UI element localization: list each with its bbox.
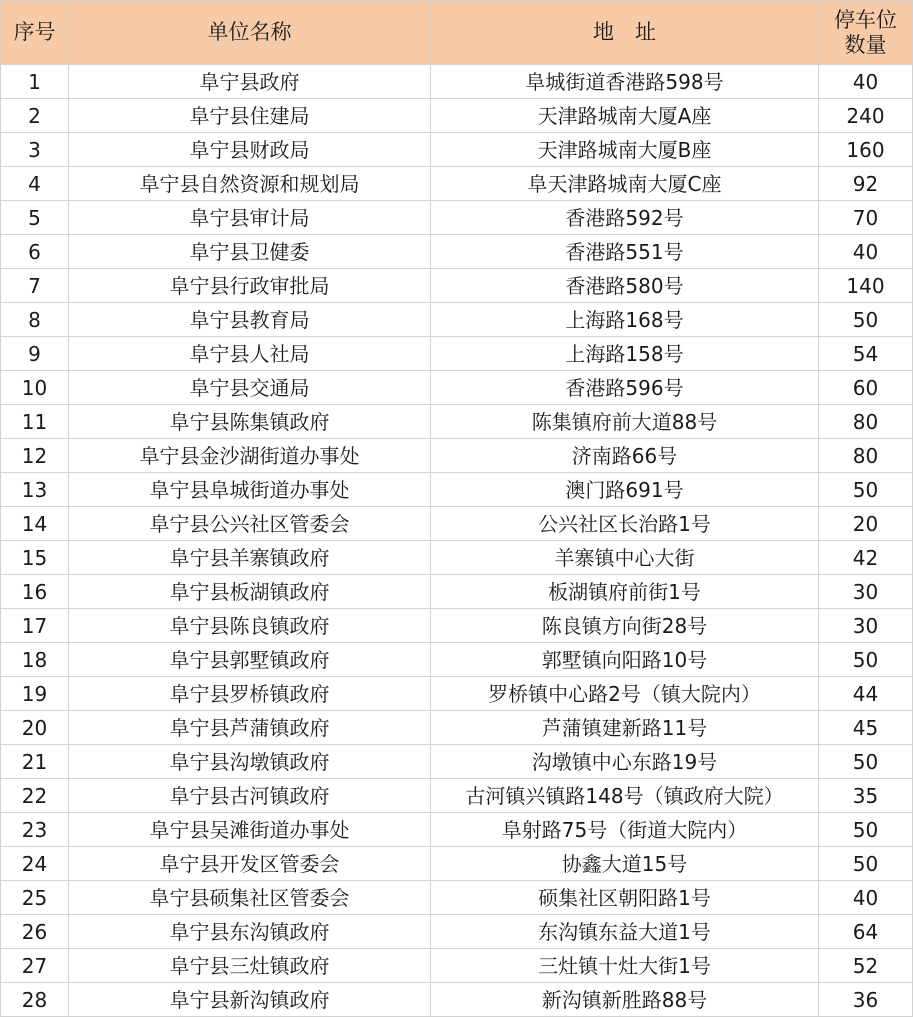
table-row [1,575,913,609]
cell-spaces: 50 [819,847,913,881]
cell-spaces: 30 [819,575,913,609]
cell-spaces: 54 [819,337,913,371]
cell-name: 阜宁县财政局 [69,133,431,167]
header-spaces-line2: 数量 [844,32,887,57]
cell-seq: 2 [1,99,69,133]
cell-address: 沟墩镇中心东路19号 [431,745,819,779]
cell-name: 阜宁县羊寨镇政府 [69,541,431,575]
cell-name: 阜宁县陈良镇政府 [69,609,431,643]
cell-address: 香港路596号 [431,371,819,405]
cell-spaces: 50 [819,473,913,507]
cell-seq: 8 [1,303,69,337]
cell-address: 香港路580号 [431,269,819,303]
cell-spaces: 40 [819,65,913,99]
cell-address: 罗桥镇中心路2号（镇大院内） [431,677,819,711]
table-header [1,1,913,65]
cell-spaces: 80 [819,405,913,439]
table-row [1,813,913,847]
header-name: 单位名称 [69,1,431,65]
cell-seq: 10 [1,371,69,405]
cell-spaces: 50 [819,745,913,779]
cell-seq: 1 [1,65,69,99]
cell-name: 阜宁县东沟镇政府 [69,915,431,949]
cell-name: 阜宁县新沟镇政府 [69,983,431,1017]
cell-name: 阜宁县公兴社区管委会 [69,507,431,541]
table-row [1,405,913,439]
cell-seq: 20 [1,711,69,745]
cell-name: 阜宁县吴滩街道办事处 [69,813,431,847]
table-row [1,371,913,405]
cell-name: 阜宁县阜城街道办事处 [69,473,431,507]
cell-name: 阜宁县行政审批局 [69,269,431,303]
cell-spaces: 30 [819,609,913,643]
cell-seq: 28 [1,983,69,1017]
cell-address: 东沟镇东益大道1号 [431,915,819,949]
cell-spaces: 60 [819,371,913,405]
table-row [1,847,913,881]
table-row [1,303,913,337]
cell-spaces: 50 [819,643,913,677]
cell-address: 新沟镇新胜路88号 [431,983,819,1017]
table-row [1,201,913,235]
cell-name: 阜宁县陈集镇政府 [69,405,431,439]
cell-seq: 26 [1,915,69,949]
cell-name: 阜宁县自然资源和规划局 [69,167,431,201]
cell-seq: 24 [1,847,69,881]
cell-address: 天津路城南大厦B座 [431,133,819,167]
table-row [1,235,913,269]
cell-seq: 11 [1,405,69,439]
cell-name: 阜宁县审计局 [69,201,431,235]
cell-spaces: 42 [819,541,913,575]
cell-address: 上海路168号 [431,303,819,337]
cell-name: 阜宁县卫健委 [69,235,431,269]
cell-address: 古河镇兴镇路148号（镇政府大院） [431,779,819,813]
cell-address: 板湖镇府前街1号 [431,575,819,609]
cell-spaces: 70 [819,201,913,235]
table-row [1,269,913,303]
cell-name: 阜宁县罗桥镇政府 [69,677,431,711]
table-row [1,337,913,371]
cell-name: 阜宁县金沙湖街道办事处 [69,439,431,473]
table-row [1,167,913,201]
cell-seq: 3 [1,133,69,167]
cell-address: 阜射路75号（街道大院内） [431,813,819,847]
cell-address: 澳门路691号 [431,473,819,507]
cell-address: 阜城街道香港路598号 [431,65,819,99]
table-row [1,65,913,99]
cell-name: 阜宁县郭墅镇政府 [69,643,431,677]
header-spaces [819,1,913,65]
table-row [1,915,913,949]
cell-seq: 7 [1,269,69,303]
cell-seq: 18 [1,643,69,677]
cell-seq: 19 [1,677,69,711]
cell-seq: 27 [1,949,69,983]
cell-spaces: 40 [819,235,913,269]
table-row [1,643,913,677]
cell-spaces: 50 [819,303,913,337]
cell-spaces: 20 [819,507,913,541]
cell-name: 阜宁县古河镇政府 [69,779,431,813]
cell-name: 阜宁县教育局 [69,303,431,337]
cell-name: 阜宁县政府 [69,65,431,99]
cell-seq: 14 [1,507,69,541]
cell-name: 阜宁县交通局 [69,371,431,405]
cell-spaces: 45 [819,711,913,745]
cell-seq: 23 [1,813,69,847]
cell-address: 陈良镇方向街28号 [431,609,819,643]
cell-name: 阜宁县开发区管委会 [69,847,431,881]
cell-name: 阜宁县硕集社区管委会 [69,881,431,915]
cell-spaces: 52 [819,949,913,983]
cell-spaces: 160 [819,133,913,167]
table-body [1,65,913,1017]
table-row [1,541,913,575]
table-row [1,609,913,643]
cell-address: 阜天津路城南大厦C座 [431,167,819,201]
header-row [1,1,913,65]
table-row [1,677,913,711]
cell-name: 阜宁县板湖镇政府 [69,575,431,609]
cell-seq: 5 [1,201,69,235]
cell-spaces: 50 [819,813,913,847]
cell-seq: 9 [1,337,69,371]
table-row [1,711,913,745]
cell-spaces: 240 [819,99,913,133]
cell-seq: 22 [1,779,69,813]
cell-name: 阜宁县三灶镇政府 [69,949,431,983]
cell-seq: 6 [1,235,69,269]
table-row [1,99,913,133]
cell-seq: 13 [1,473,69,507]
cell-spaces: 140 [819,269,913,303]
cell-seq: 16 [1,575,69,609]
cell-address: 硕集社区朝阳路1号 [431,881,819,915]
cell-name: 阜宁县住建局 [69,99,431,133]
table-row [1,949,913,983]
cell-spaces: 36 [819,983,913,1017]
cell-seq: 17 [1,609,69,643]
cell-seq: 4 [1,167,69,201]
cell-seq: 21 [1,745,69,779]
header-address: 地 址 [431,1,819,65]
cell-address: 上海路158号 [431,337,819,371]
cell-name: 阜宁县沟墩镇政府 [69,745,431,779]
table-row [1,439,913,473]
cell-seq: 25 [1,881,69,915]
cell-spaces: 80 [819,439,913,473]
cell-name: 阜宁县芦蒲镇政府 [69,711,431,745]
cell-seq: 15 [1,541,69,575]
cell-address: 郭墅镇向阳路10号 [431,643,819,677]
table-row [1,779,913,813]
cell-name: 阜宁县人社局 [69,337,431,371]
cell-address: 芦蒲镇建新路11号 [431,711,819,745]
cell-spaces: 92 [819,167,913,201]
cell-address: 陈集镇府前大道88号 [431,405,819,439]
cell-spaces: 64 [819,915,913,949]
cell-address: 香港路551号 [431,235,819,269]
table-row [1,881,913,915]
cell-address: 香港路592号 [431,201,819,235]
header-seq: 序号 [1,1,69,65]
table-row [1,507,913,541]
table-row [1,473,913,507]
cell-spaces: 40 [819,881,913,915]
cell-address: 天津路城南大厦A座 [431,99,819,133]
header-spaces-line1: 停车位 [834,7,897,32]
table-row [1,133,913,167]
cell-address: 羊寨镇中心大街 [431,541,819,575]
cell-seq: 12 [1,439,69,473]
cell-spaces: 44 [819,677,913,711]
table-row [1,745,913,779]
cell-address: 公兴社区长治路1号 [431,507,819,541]
cell-address: 济南路66号 [431,439,819,473]
cell-spaces: 35 [819,779,913,813]
table-row [1,983,913,1017]
cell-address: 三灶镇十灶大街1号 [431,949,819,983]
cell-address: 协鑫大道15号 [431,847,819,881]
